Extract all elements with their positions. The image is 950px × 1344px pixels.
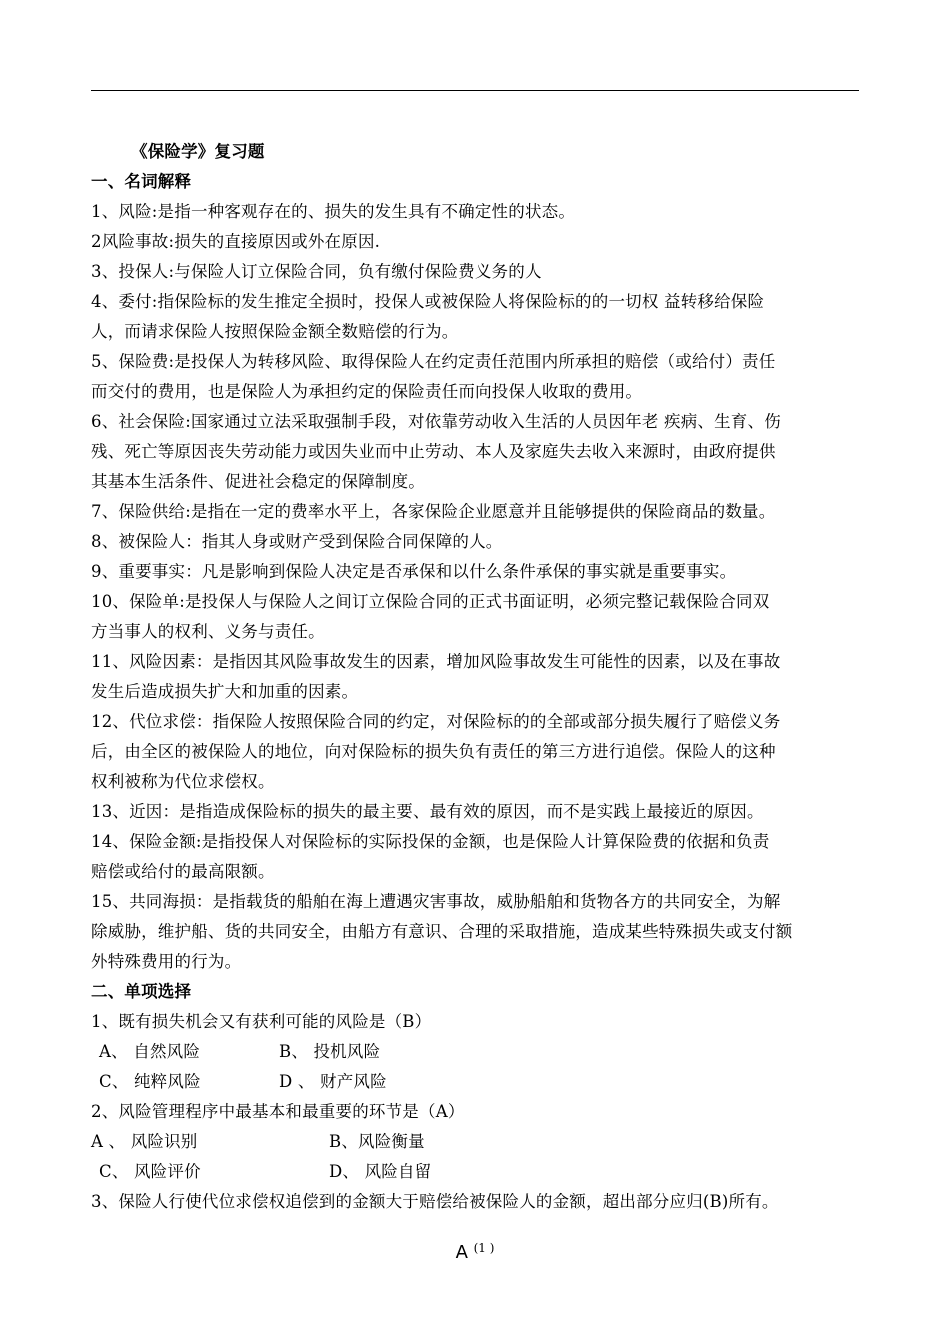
definition-line: 10、保险单:是投保人与保险人之间订立保险合同的正式书面证明，必须完整记载保险合同双 <box>91 592 770 611</box>
header-rule <box>91 90 859 91</box>
definition-line: 其基本生活条件、促进社会稳定的保障制度。 <box>91 472 425 491</box>
question-1: 1、既有损失机会又有获利可能的风险是（B） <box>91 1012 432 1031</box>
option-b: B、风险衡量 <box>329 1132 425 1151</box>
definition-line: 15、共同海损：是指载货的船舶在海上遭遇灾害事故，威胁船舶和货物各方的共同安全，为解 <box>91 892 781 911</box>
definition-line: 1、风险:是指一种客观存在的、损失的发生具有不确定性的状态。 <box>91 202 576 221</box>
page-letter: A <box>455 1242 468 1263</box>
option-a: A 、 风险识别 <box>91 1132 198 1151</box>
section-heading-definitions: 一、名词解释 <box>91 172 192 191</box>
option-c: C、 纯粹风险 <box>99 1072 201 1091</box>
definition-line: 权利被称为代位求偿权。 <box>91 772 275 791</box>
option-d: D 、 财产风险 <box>279 1072 387 1091</box>
definition-line: 后，由全区的被保险人的地位，向对保险标的损失负有责任的第三方进行追偿。保险人的这种 <box>91 742 776 761</box>
definition-line: 3、投保人:与保险人订立保险合同，负有缴付保险费义务的人 <box>91 262 542 281</box>
option-b: B、 投机风险 <box>279 1042 381 1061</box>
definition-line: 6、社会保险:国家通过立法采取强制手段，对依靠劳动收入生活的人员因年老 疾病、生育、伤 <box>91 412 781 431</box>
definition-line: 发生后造成损失扩大和加重的因素。 <box>91 682 359 701</box>
option-d: D、 风险自留 <box>329 1162 432 1181</box>
definition-line: 方当事人的权利、义务与责任。 <box>91 622 325 641</box>
question-3: 3、保险人行使代位求偿权追偿到的金额大于赔偿给被保险人的金额，超出部分应归(B)所有。 <box>91 1192 779 1211</box>
option-a: A、 自然风险 <box>99 1042 201 1061</box>
question-2-options-row-2 <box>91 1157 863 1187</box>
question-1-options-row-1 <box>91 1037 863 1067</box>
page-number: (1 ) <box>473 1241 495 1255</box>
question-2-options-row-1 <box>91 1127 863 1157</box>
definition-line: 外特殊费用的行为。 <box>91 952 242 971</box>
definitions-list <box>91 197 863 977</box>
definition-line: 残、死亡等原因丧失劳动能力或因失业而中止劳动、本人及家庭失去收入来源时，由政府提供 <box>91 442 776 461</box>
document-title: 《保险学》复习题 <box>131 142 265 161</box>
option-c: C、 风险评价 <box>99 1162 201 1181</box>
definition-line: 2风险事故:损失的直接原因或外在原因. <box>91 232 381 251</box>
definition-line: 4、委付:指保险标的发生推定全损时，投保人或被保险人将保险标的的一切权 益转移给保险 <box>91 292 765 311</box>
section-heading-choices: 二、单项选择 <box>91 982 192 1001</box>
definition-line: 14、保险金额:是指投保人对保险标的实际投保的金额，也是保险人计算保险费的依据和负责 <box>91 832 770 851</box>
definition-line: 而交付的费用，也是保险人为承担约定的保险责任而向投保人收取的费用。 <box>91 382 643 401</box>
definition-line: 13、近因：是指造成保险标的损失的最主要、最有效的原因，而不是实践上最接近的原因。 <box>91 802 764 821</box>
definition-line: 9、重要事实：凡是影响到保险人决定是否承保和以什么条件承保的事实就是重要事实。 <box>91 562 737 581</box>
page-footer <box>0 1241 950 1263</box>
definition-line: 5、保险费:是投保人为转移风险、取得保险人在约定责任范围内所承担的赔偿（或给付）责任 <box>91 352 776 371</box>
definition-line: 11、风险因素：是指因其风险事故发生的因素，增加风险事故发生可能性的因素，以及在事故 <box>91 652 781 671</box>
question-2: 2、风险管理程序中最基本和最重要的环节是（A） <box>91 1102 465 1121</box>
question-1-options-row-2 <box>91 1067 863 1097</box>
definition-line: 7、保险供给:是指在一定的费率水平上，各家保险企业愿意并且能够提供的保险商品的数量。 <box>91 502 776 521</box>
definition-line: 8、被保险人：指其人身或财产受到保险合同保障的人。 <box>91 532 503 551</box>
definition-line: 人，而请求保险人按照保险金额全数赔偿的行为。 <box>91 322 459 341</box>
definition-line: 除威胁，维护船、货的共同安全，由船方有意识、合理的采取措施，造成某些特殊损失或支付额 <box>91 922 793 941</box>
document-body <box>91 137 863 1217</box>
definition-line: 12、代位求偿：指保险人按照保险合同的约定，对保险标的的全部或部分损失履行了赔偿义务 <box>91 712 781 731</box>
definition-line: 赔偿或给付的最高限额。 <box>91 862 275 881</box>
